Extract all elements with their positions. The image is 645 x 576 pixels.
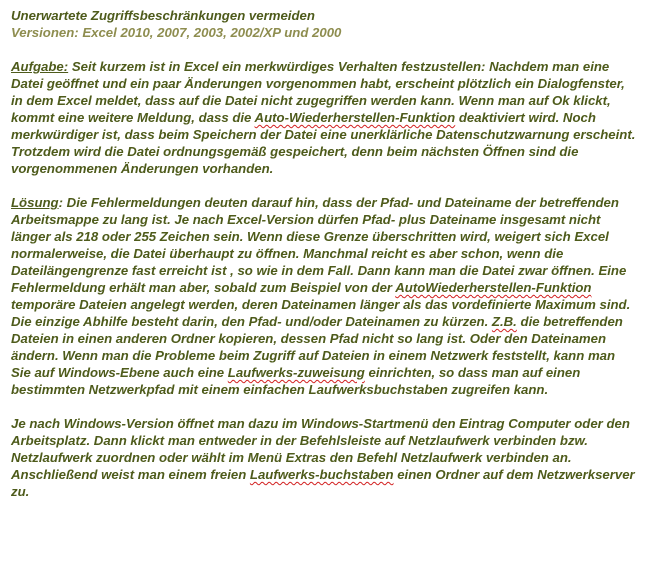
task-label: Aufgabe: [11,59,69,74]
abbreviation-term: Z.B. [491,314,517,329]
autorecover-term: Auto-Wiederherstellen-Funktion [254,110,456,125]
task-text-part: Seit kurzem ist in Excel ein merkwürdiges Verhalten festzustellen: Nachdem man eine Datei geöffnet und ein paar Änderungen vorgenommen habt, erscheint plötzlich ein Dialogfenster, in dem Excel meldet, dass auf die Datei nicht zugegriffen werden kann. Wenn man auf Ok klickt, kommt eine weitere Meldung, dass die [11,59,625,125]
solution-text-part: einrichten, so dass man auf einen bestimmten Netzwerkpfad mit einem einfachen Laufwerksbuchstaben zugreifen kann. [11,365,581,397]
document-title: Unerwartete Zugriffsbeschränkungen vermeiden [11,8,315,23]
drive-mapping-term: Laufwerks-zuweisung [227,365,365,380]
instructions-text-part: Je nach Windows-Version öffnet man dazu im Windows-Startmenü den Eintrag Computer oder den Arbeitsplatz. Dann klickt man entweder in der Befehlsleiste auf Netzlaufwerk verbinden bzw. Netzlaufwerk zuordnen oder wählt im Menü Extras den Befehl Netzlaufwerk verbinden an. Anschließend weist man einem freien [11,416,630,482]
autorecover-term: AutoWiederherstellen-Funktion [395,280,592,295]
solution-text-part: temporäre Dateien angelegt werden, deren Dateinamen länger als das vordefinierte Maximum sind. Die einzige Abhilfe besteht darin, den Pfad- und/oder Dateinamen zu kürzen. [11,297,631,329]
instructions-paragraph [11,415,637,500]
solution-text-part: : Die Fehlermeldungen deuten darauf hin, dass der Pfad- und Dateiname der betreffenden Arbeitsmappe zu lang ist. Je nach Excel-Version dürfen Pfad- plus Dateiname insgesamt nicht länger als 218 oder 255 Zeichen sein. Wenn diese Grenze überschritten wird, weigert sich Excel normalerweise, die Datei überhaupt zu öffnen. Manchmal reicht es aber schon, wenn die Dateilängengrenze fast erreicht ist , so wie in dem Fall. Dann kann man die Datei zwar öffnen. Eine Fehlermeldung erhält man aber, sobald zum Beispiel von der [11,195,627,295]
drive-letter-term: Laufwerks-buchstaben [249,467,394,482]
task-paragraph [11,58,637,177]
solution-label: Lösung [11,195,59,210]
task-text-part: deaktiviert wird. Noch merkwürdiger ist, dass beim Speichern der Datei eine unerklärliche Datenschutzwarnung erscheint. Trotzdem wird die Datei ordnungsgemäß gespeichert, denn beim nächsten Öffnen sind die vorgenommenen Änderungen vorhanden. [11,110,636,176]
solution-text-part: die betreffenden Dateien in einen anderen Ordner kopieren, dessen Pfad nicht so lang ist. Oder den Dateinamen ändern. Wenn man die Probleme beim Zugriff auf Dateien in einem Netzwerk feststellt, kann man Sie auf Windows-Ebene auch eine [11,314,623,380]
instructions-text-part: einen Ordner auf dem Netzwerkserver zu. [11,467,635,499]
solution-paragraph [11,194,637,398]
version-info: Versionen: Excel 2010, 2007, 2003, 2002/XP und 2000 [11,25,342,40]
document-body [11,7,637,517]
